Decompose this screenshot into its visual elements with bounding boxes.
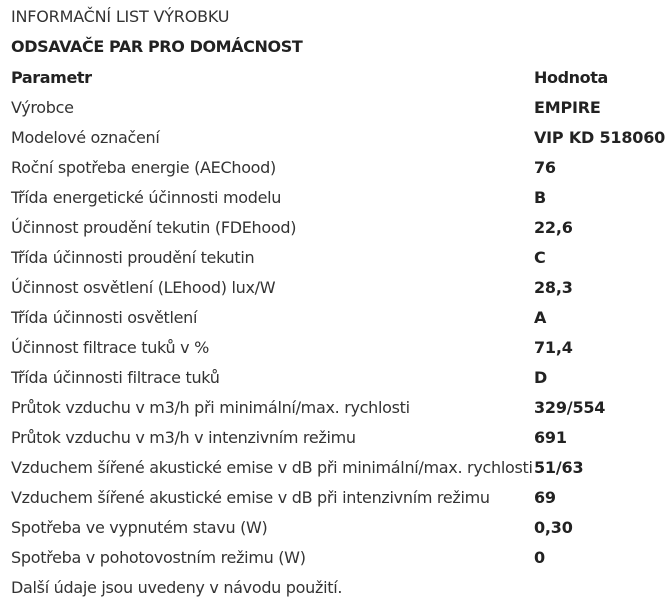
value-cell: 28,3 — [534, 278, 573, 297]
value-cell: 691 — [534, 428, 567, 447]
table-row — [11, 93, 661, 123]
value-cell: 329/554 — [534, 398, 606, 417]
value-cell: B — [534, 188, 546, 207]
value-cell: A — [534, 308, 547, 327]
value-column-header: Hodnota — [534, 68, 608, 87]
value-cell: 69 — [534, 488, 556, 507]
table-row — [11, 543, 661, 573]
parameter-cell: Průtok vzduchu v m3/h v intenzivním režimu — [11, 428, 356, 447]
value-cell: 71,4 — [534, 338, 573, 357]
parameter-cell: Účinnost osvětlení (LEhood) lux/W — [11, 278, 276, 297]
parameter-cell: Průtok vzduchu v m3/h při minimální/max. rychlosti — [11, 398, 410, 417]
table-row — [11, 153, 661, 183]
parameter-cell: Výrobce — [11, 98, 74, 117]
parameter-cell: Vzduchem šířené akustické emise v dB při minimální/max. rychlosti — [11, 458, 533, 477]
table-row — [11, 213, 661, 243]
value-cell: 0,30 — [534, 518, 573, 537]
parameter-column-header: Parametr — [11, 68, 92, 87]
value-cell: 0 — [534, 548, 545, 567]
parameter-cell: Třída účinnosti proudění tekutin — [11, 248, 255, 267]
table-row — [11, 273, 661, 303]
parameter-table — [11, 63, 665, 573]
value-cell: C — [534, 248, 546, 267]
table-row — [11, 423, 661, 453]
table-row — [11, 333, 661, 363]
table-row — [11, 363, 661, 393]
table-row — [11, 393, 661, 423]
table-header-row — [11, 63, 661, 93]
value-cell: EMPIRE — [534, 98, 601, 117]
parameter-cell: Modelové označení — [11, 128, 160, 147]
value-cell: D — [534, 368, 548, 387]
manual-note: Další údaje jsou uvedeny v návodu použití. — [11, 578, 343, 597]
parameter-cell: Třída účinnosti filtrace tuků — [11, 368, 220, 387]
table-row — [11, 243, 661, 273]
parameter-cell: Účinnost proudění tekutin (FDEhood) — [11, 218, 297, 237]
parameter-cell: Vzduchem šířené akustické emise v dB při intenzivním režimu — [11, 488, 490, 507]
table-row — [11, 453, 661, 483]
table-row — [11, 303, 661, 333]
value-cell: VIP KD 518060 — [534, 128, 665, 147]
document-subtitle: ODSAVAČE PAR PRO DOMÁCNOST — [11, 37, 303, 56]
value-cell: 51/63 — [534, 458, 584, 477]
value-cell: 22,6 — [534, 218, 573, 237]
parameter-cell: Třída energetické účinnosti modelu — [11, 188, 282, 207]
parameter-cell: Spotřeba ve vypnutém stavu (W) — [11, 518, 268, 537]
parameter-cell: Spotřeba v pohotovostním režimu (W) — [11, 548, 306, 567]
value-cell: 76 — [534, 158, 556, 177]
parameter-cell: Roční spotřeba energie (AEChood) — [11, 158, 276, 177]
table-row — [11, 123, 665, 153]
table-row — [11, 483, 661, 513]
document-title: INFORMAČNÍ LIST VÝROBKU — [11, 7, 230, 26]
parameter-cell: Třída účinnosti osvětlení — [11, 308, 198, 327]
table-row — [11, 513, 661, 543]
table-row — [11, 183, 661, 213]
parameter-cell: Účinnost filtrace tuků v % — [11, 338, 209, 357]
